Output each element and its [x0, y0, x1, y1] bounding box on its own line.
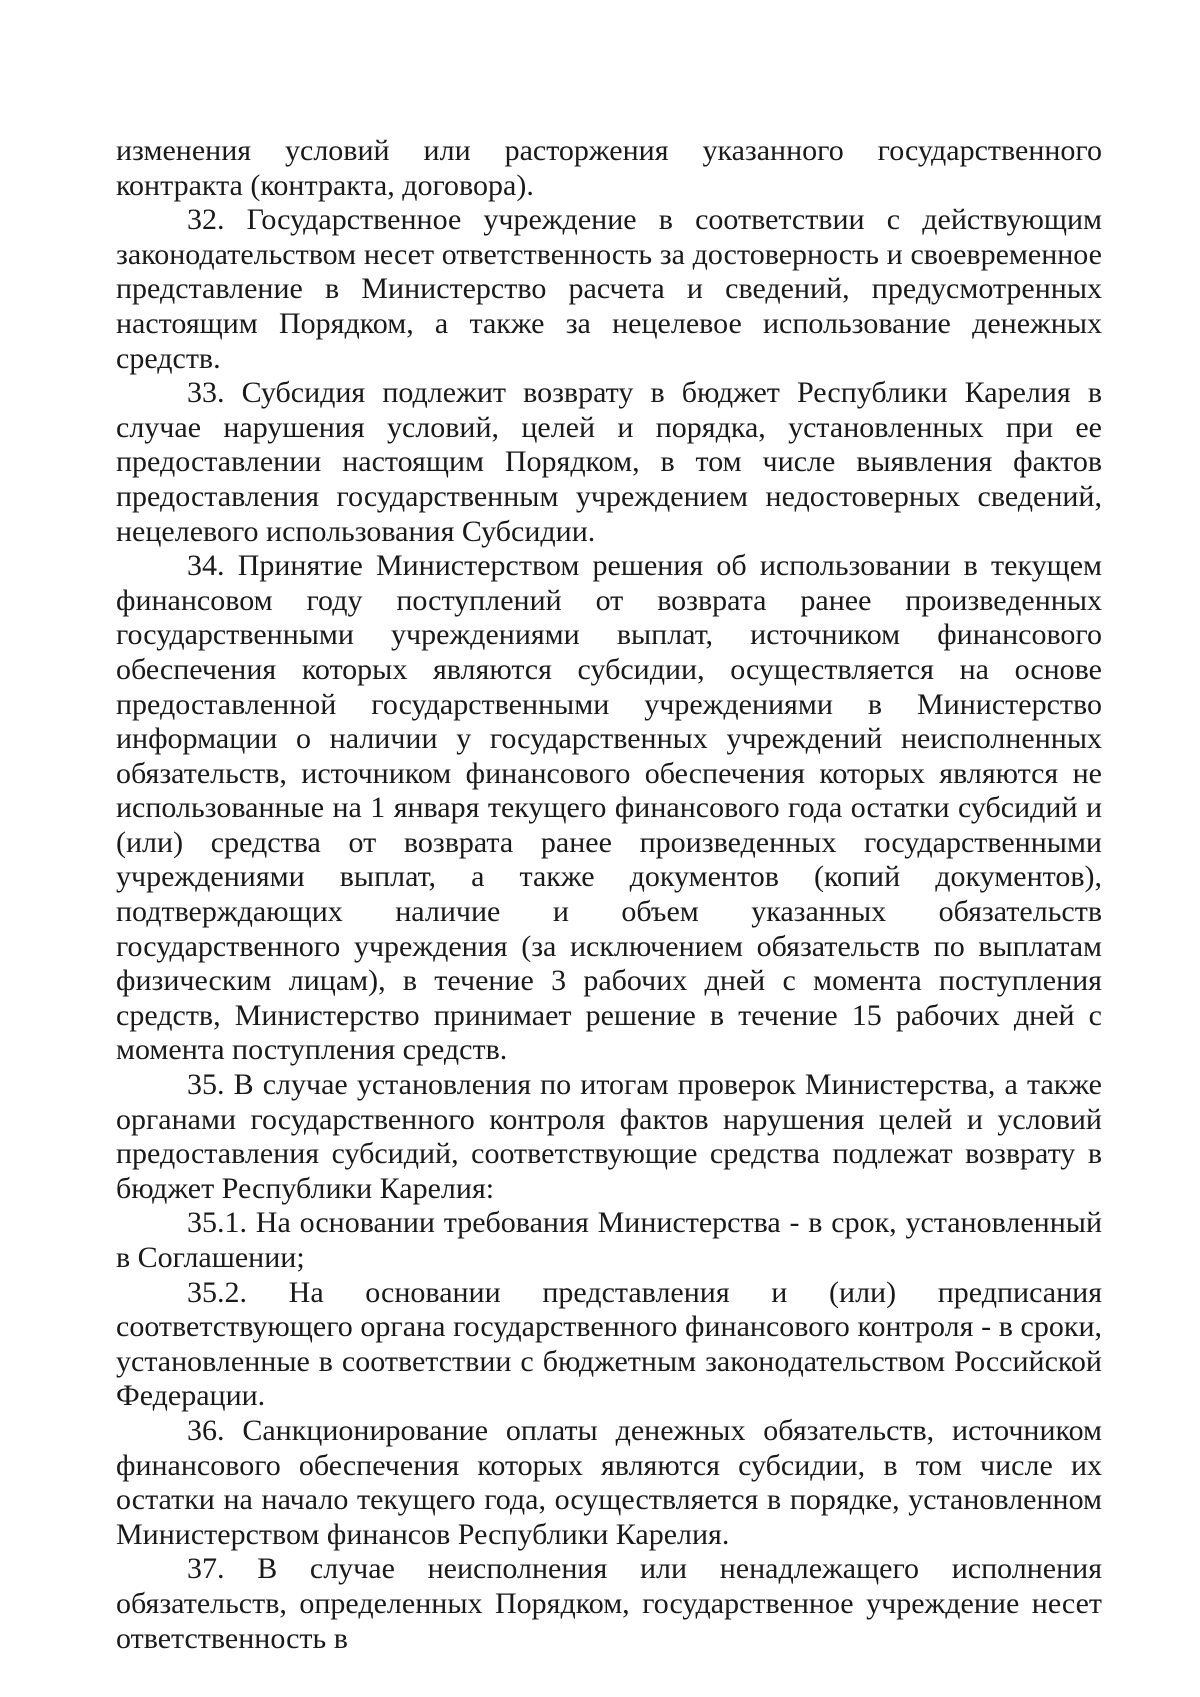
paragraph-32: 32. Государственное учреждение в соответствии с действующим законодательством несет ответственность за достоверность и своевременное представление в Министерство расчета и сведений, предусмотренных настоящим Порядком, а также за нецелевое использование денежных средств. — [116, 203, 1102, 375]
paragraph-35: 35. В случае установления по итогам проверок Министерства, а также органами государственного контроля фактов нарушения целей и условий предоставления субсидий, соответствующие средства подлежат возврату в бюджет Республики Карелия: — [116, 1068, 1102, 1205]
paragraph-34: 34. Принятие Министерством решения об использовании в текущем финансовом году поступлений от возврата ранее произведенных государственными учреждениями выплат, источником финансового обеспечения которых являются субсидии, осуществляется на основе предоставленной государственными учреждениями в Министерство информации о наличии у государственных учреждений неисполненных обязательств, источником финансового обеспечения которых являются не использованные на 1 января текущего финансового года остатки субсидий и (или) средства от возврата ранее произведенных государственными учреждениями выплат, а также документов (копий документов), подтверждающих наличие и объем указанных обязательств государственного учреждения (за исключением обязательств по выплатам физическим лицам), в течение 3 рабочих дней с момента поступления средств, Министерство принимает решение в течение 15 рабочих дней с момента поступления средств. — [116, 549, 1102, 1067]
paragraph-36: 36. Санкционирование оплаты денежных обязательств, источником финансового обеспечения которых являются субсидии, в том числе их остатки на начало текущего года, осуществляется в порядке, установленном Министерством финансов Республики Карелия. — [116, 1413, 1102, 1551]
paragraph-continuation: изменения условий или расторжения указанного государственного контракта (контракта, договора). — [116, 134, 1102, 202]
paragraph-37: 37. В случае неисполнения или ненадлежащего исполнения обязательств, определенных Порядком, государственное учреждение несет ответственность в — [116, 1552, 1102, 1655]
paragraph-35-1: 35.1. На основании требования Министерства - в срок, установленный в Соглашении; — [116, 1206, 1102, 1274]
paragraph-33: 33. Субсидия подлежит возврату в бюджет Республики Карелия в случае нарушения условий, целей и порядка, установленных при ее предоставлении настоящим Порядком, в том числе выявления фактов предоставления государственным учреждением недостоверных сведений, нецелевого использования Субсидии. — [116, 376, 1102, 548]
paragraph-35-2: 35.2. На основании представления и (или) предписания соответствующего органа государственного финансового контроля - в сроки, установленные в соответствии с бюджетным законодательством Российской Федерации. — [116, 1275, 1102, 1413]
document-page — [116, 134, 1102, 1656]
